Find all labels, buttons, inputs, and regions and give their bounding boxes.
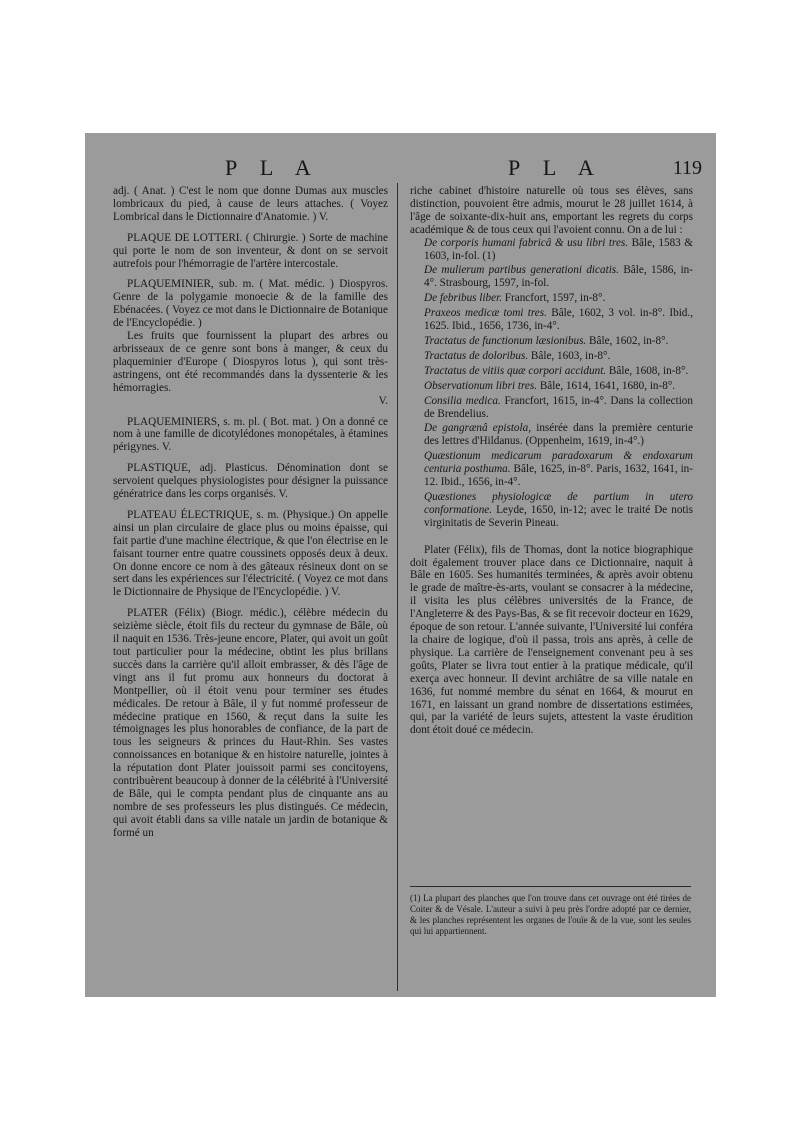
entry-plateau-electrique: PLATEAU ÉLECTRIQUE, s. m. (Physique.) On appelle ainsi un plan circulaire de glace plus ou moins épaisse, qui fait partie d'une machine électrique, & que l'on électrise en le faisant tourner entre quatre coussinets opposés deux à deux. On donne encore ce nom à des gâteaux résineux dont on se sert dans les expériences sur l'électricité. ( Voyez ce mot dans le Dictionnaire de Physique de l'Encyclopédie. ) V. xyxy=(113,508,388,599)
bibliography-item: De corporis humani fabricâ & usu libri tres. Bâle, 1583 & 1603, in-fol. (1) xyxy=(424,236,693,262)
bibliography-item: Observationum libri tres. Bâle, 1614, 1641, 1680, in-8°. xyxy=(424,379,676,392)
entry-plaqueminiers: PLAQUEMINIERS, s. m. pl. ( Bot. mat. ) On a donné ce nom à une famille de dicotylédones monopétales, à étamines périgynes. V. xyxy=(113,415,388,454)
book-page xyxy=(85,133,716,997)
bibliography-list xyxy=(410,237,693,530)
entry-plater-felix: PLATER (Félix) (Biogr. médic.), célèbre médecin du seizième siècle, étoit fils du recteur du gymnase de Bâle, où il naquit en 1536. Très-jeune encore, Plater, qui avoit un goût tout particulier pour la médecine, obtint les plus brillans succès dans la carrière qu'il alloit embrasser, & dès l'âge de vingt ans il fut promu aux honneurs du doctorat à Montpellier, où il étoit venu pour terminer ses études médicales. De retour à Bâle, il y fut nommé professeur de médecine pratique en 1560, & reçut dans la suite les témoignages les plus honorables de confiance, de la part de tous les seigneurs & princes du Haut-Rhin. Ses vastes connoissances en botanique & en histoire naturelle, jointes à la réputation dont Plater jouissoit parmi ses concitoyens, contribuèrent beaucoup à donner de la célébrité à l'Université de Bâle, qui le compta pendant plus de cinquante ans au nombre de ses professeurs les plus distingués. Ce médecin, qui avoit établi dans sa ville natale un jardin de botanique & formé un xyxy=(113,607,388,839)
page-number: 119 xyxy=(672,157,702,179)
entry-plaqueminier-signature: V. xyxy=(378,394,388,407)
bibliography-item: De mulierum partibus generationi dicatis. Bâle, 1586, in-4°. Strasbourg, 1597, in-fol. xyxy=(424,264,694,290)
bibliography-item: Quæstionum medicarum paradoxarum & endoxarum centuria posthuma. Bâle, 1625, in-8°. Paris, 1632, 1641, in-12. Ibid., 1656, in-4°. xyxy=(424,450,694,489)
entry-plaque-lotteri: PLAQUE DE LOTTERI. ( Chirurgie. ) Sorte de machine qui porte le nom de son inventeur, & dont on se servoit autrefois pour l'hémorragie de l'artère intercostale. xyxy=(113,231,388,270)
entry-plater-felix-fils: Plater (Félix), fils de Thomas, dont la notice biographique doit également trouver place dans ce Dictionnaire, naquit à Bâle en 1605. Ses humanités terminées, & après avoir obtenu le grade de maître-ès-arts, voulant se consacrer à la médecine, il visita les plus célèbres universités de la France, de l'Angleterre & des Pays-Bas, & se fit recevoir docteur en 1629, époque de son retour. L'année suivante, l'Université lui conféra la chaire de logique, d'où il passa, trois ans après, à celle de physique. La carrière de l'enseignement convenant peu à ses goûts, Plater se livra tout entier à la pratique médicale, qu'il exerça avec honneur. Il devint archiâtre de sa ville natale en 1636, fut nommé membre du sénat en 1664, & mourut en 1671, en laissant un grand nombre de dissertations estimées, qui, par la variété de leurs sujets, attestent la vaste érudition dont étoit doué ce médecin. xyxy=(410,543,693,737)
bibliography-item: De febribus liber. Francfort, 1597, in-8°. xyxy=(424,292,606,305)
bibliography-item: Consilia medica. Francfort, 1615, in-4°. Dans la collection de Brendelius. xyxy=(424,394,693,420)
running-head-right: P L A xyxy=(508,155,603,180)
right-column xyxy=(410,185,693,737)
left-column xyxy=(113,185,388,840)
bibliography-item: Tractatus de functionum læsionibus. Bâle, 1602, in-8°. xyxy=(424,334,669,347)
plater-continuation: riche cabinet d'histoire naturelle où tous ses élèves, sans distinction, pouvoient être admis, mourut le 28 juillet 1614, à l'âge de soixante-dix-huit ans, emportant les regrets du corps académique & de tous ceux qui l'avoient connu. On a de lui : xyxy=(410,185,693,236)
bibliography-item: Tractatus de vitiis quæ corpori accidunt. Bâle, 1608, in-8°. xyxy=(424,364,689,377)
entry-plastique: PLASTIQUE, adj. Plasticus. Dénomination dont se servoient quelques physiologistes pour désigner la puissance génératrice dans les corps organisés. V. xyxy=(113,462,388,501)
column-rule xyxy=(397,183,398,991)
running-head-left: P L A xyxy=(225,155,320,180)
bibliography-item: De gangrænâ epistola, insérée dans la première centurie des lettres d'Hildanus. (Oppenheim, 1619, in-4°.) xyxy=(424,422,693,448)
entry-plaqueminier: PLAQUEMINIER, sub. m. ( Mat. médic. ) Diospyros. Genre de la polygamie monoecie & de la famille des Ebénacées. ( Voyez ce mot dans le Dictionnaire de Botanique de l'Encyclopédie. ) xyxy=(113,278,388,330)
entry-anat-continuation: adj. ( Anat. ) C'est le nom que donne Dumas aux muscles lombricaux du pied, à cause de leurs attaches. ( Voyez Lombrical dans le Dictionnaire d'Anatomie. ) V. xyxy=(113,185,388,223)
bibliography-item: Praxeos medicæ tomi tres. Bâle, 1602, 3 vol. in-8°. Ibid., 1625. Ibid., 1656, 1736, in-4°. xyxy=(424,307,693,333)
footnote: (1) La plupart des planches que l'on trouve dans cet ouvrage ont été tirées de Coiter & de Vésale. L'auteur a suivi à peu près l'ordre adopté par ce dernier, & les planches représentent les organes de l'ouïe & de la vue, sont les seules qui lui appartiennent. xyxy=(410,893,691,936)
bibliography-item: Tractatus de doloribus. Bâle, 1603, in-8°. xyxy=(424,349,611,362)
bibliography-item: Quæstiones physiologicæ de partium in utero conformatione. Leyde, 1650, in-12; avec le traité De notis virginitatis de Severin Pineau. xyxy=(424,490,694,529)
entry-plaqueminier-continued: Les fruits que fournissent la plupart des arbres ou arbrisseaux de ce genre sont bons à manger, & ceux du plaqueminier d'Europe ( Diospyros lotus ), qui sont très-astringens, ont été recommandés dans la dyssenterie & les hémorragies. xyxy=(113,330,388,394)
footnote-rule xyxy=(410,886,691,887)
